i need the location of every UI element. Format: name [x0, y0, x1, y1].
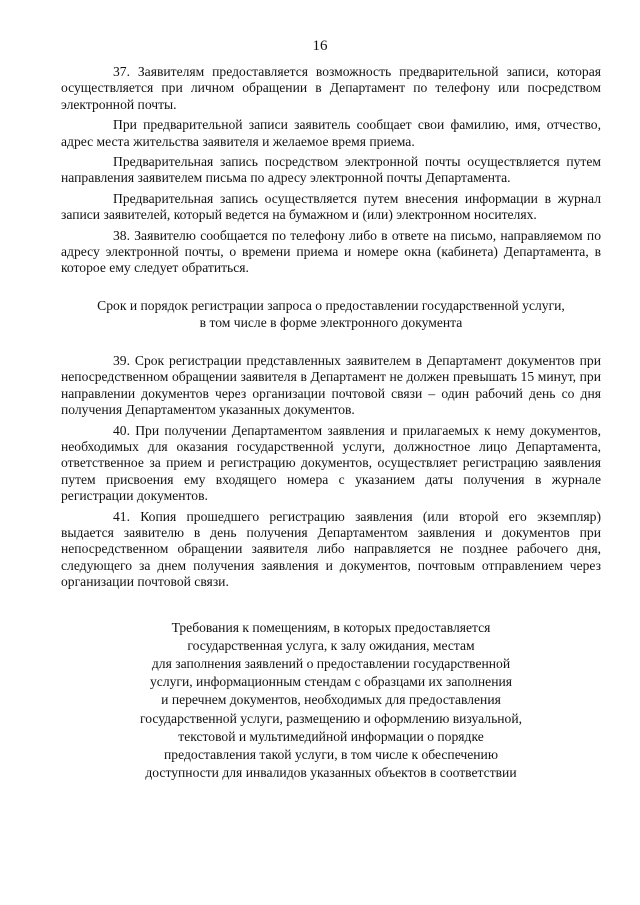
heading-line: и перечнем документов, необходимых для предоставления [161, 692, 501, 708]
heading-line: в том числе в форме электронного документа [199, 314, 463, 330]
page-number: 16 [312, 38, 328, 54]
paragraph-39: 39. Срок регистрации представленных заявителем в Департамент документов при непосредственном обращении заявителя в Департамент не должен превышать 15 минут, при направлении документов через организации почтовой связи – один рабочий день со дня получения Департаментом указанных документов. [61, 352, 601, 418]
paragraph-37-booking-details: При предварительной записи заявитель сообщает свои фамилию, имя, отчество, адрес места жительства заявителя и желаемое время приема. [61, 117, 601, 149]
heading-line: государственной услуги, размещению и оформлению визуальной, [139, 710, 523, 726]
heading-line: Срок и порядок регистрации запроса о предоставлении государственной услуги, [97, 297, 565, 313]
paragraph-37-email-booking: Предварительная запись посредством электронной почты осуществляется путем направления заявителем письма по адресу электронной почты Департамента. [61, 154, 601, 186]
document-body [61, 64, 601, 782]
heading-line: государственная услуга, к залу ожидания, местам [187, 637, 475, 653]
heading-line: предоставления такой услуги, в том числе к обеспечению [164, 746, 498, 762]
paragraph-40: 40. При получении Департаментом заявления и прилагаемых к нему документов, необходимых для оказания государственной услуги, должностное лицо Департамента, ответственное за прием и регистрацию документов, осуществляет регистрацию заявления путем присвоения ему входящего номера с указанием даты получения в журнале регистрации документов. [61, 422, 601, 504]
paragraph-41: 41. Копия прошедшего регистрацию заявления (или второй его экземпляр) выдается заявителю в день получения Департаментом заявления и документов при непосредственном обращении заявителя либо направляется не позднее рабочего дня, следующего за днем получения заявления и документов, почтовым отправлением через организации почтовой связи. [61, 508, 601, 590]
heading-line: доступности для инвалидов указанных объектов в соответствии [145, 765, 517, 781]
section-heading-registration [61, 297, 601, 331]
section-heading-premises [61, 619, 601, 783]
paragraph-37-booking-journal: Предварительная запись осуществляется путем внесения информации в журнал записи заявителей, который ведется на бумажном и (или) электронном носителях. [61, 190, 601, 223]
paragraph-37: 37. Заявителям предоставляется возможность предварительной записи, которая осуществляется при личном обращении в Департамент по телефону или посредством электронной почты. [61, 64, 601, 112]
paragraph-38: 38. Заявителю сообщается по телефону либо в ответе на письмо, направляемом по адресу электронной почты, о времени приема и номере окна (кабинета) Департамента, в которое ему следует обратиться. [61, 227, 601, 276]
heading-line: для заполнения заявлений о предоставлении государственной [151, 655, 511, 671]
heading-line: Требования к помещениям, в которых предоставляется [171, 619, 491, 635]
heading-line: текстовой и мультимедийной информации о порядке [178, 728, 484, 744]
heading-line: услуги, информационным стендам с образцами их заполнения [149, 674, 513, 690]
